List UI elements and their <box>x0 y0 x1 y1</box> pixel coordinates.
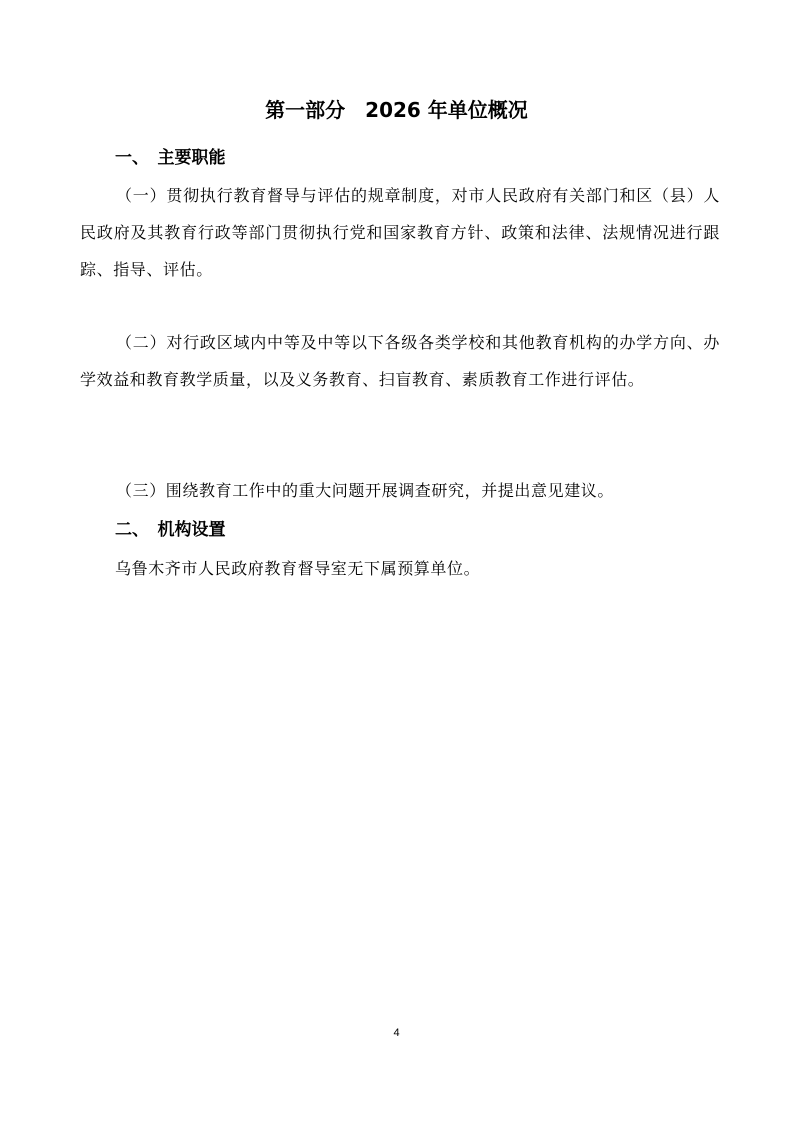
page-title: 第一部分 2026 年单位概况 <box>265 98 528 122</box>
paragraph-function-2: （二）对行政区域内中等及中等以下各级各类学校和其他教育机构的办学方向、办学效益和教育教学质量，以及义务教育、扫盲教育、素质教育工作进行评估。 <box>80 333 720 389</box>
page-number: 4 <box>393 1027 400 1039</box>
paragraph-function-1: （一）贯彻执行教育督导与评估的规章制度，对市人民政府有关部门和区（县）人民政府及其教育行政等部门贯彻执行党和国家教育方针、政策和法律、法规情况进行跟踪、指导、评估。 <box>80 186 720 279</box>
paragraph-function-3: （三）围绕教育工作中的重大问题开展调查研究，并提出意见建议。 <box>116 481 615 500</box>
paragraph-organization: 乌鲁木齐市人民政府教育督导室无下属预算单位。 <box>115 559 481 578</box>
section-heading-main-functions: 一、 主要职能 <box>115 148 226 168</box>
section-heading-organization: 二、 机构设置 <box>115 520 226 540</box>
